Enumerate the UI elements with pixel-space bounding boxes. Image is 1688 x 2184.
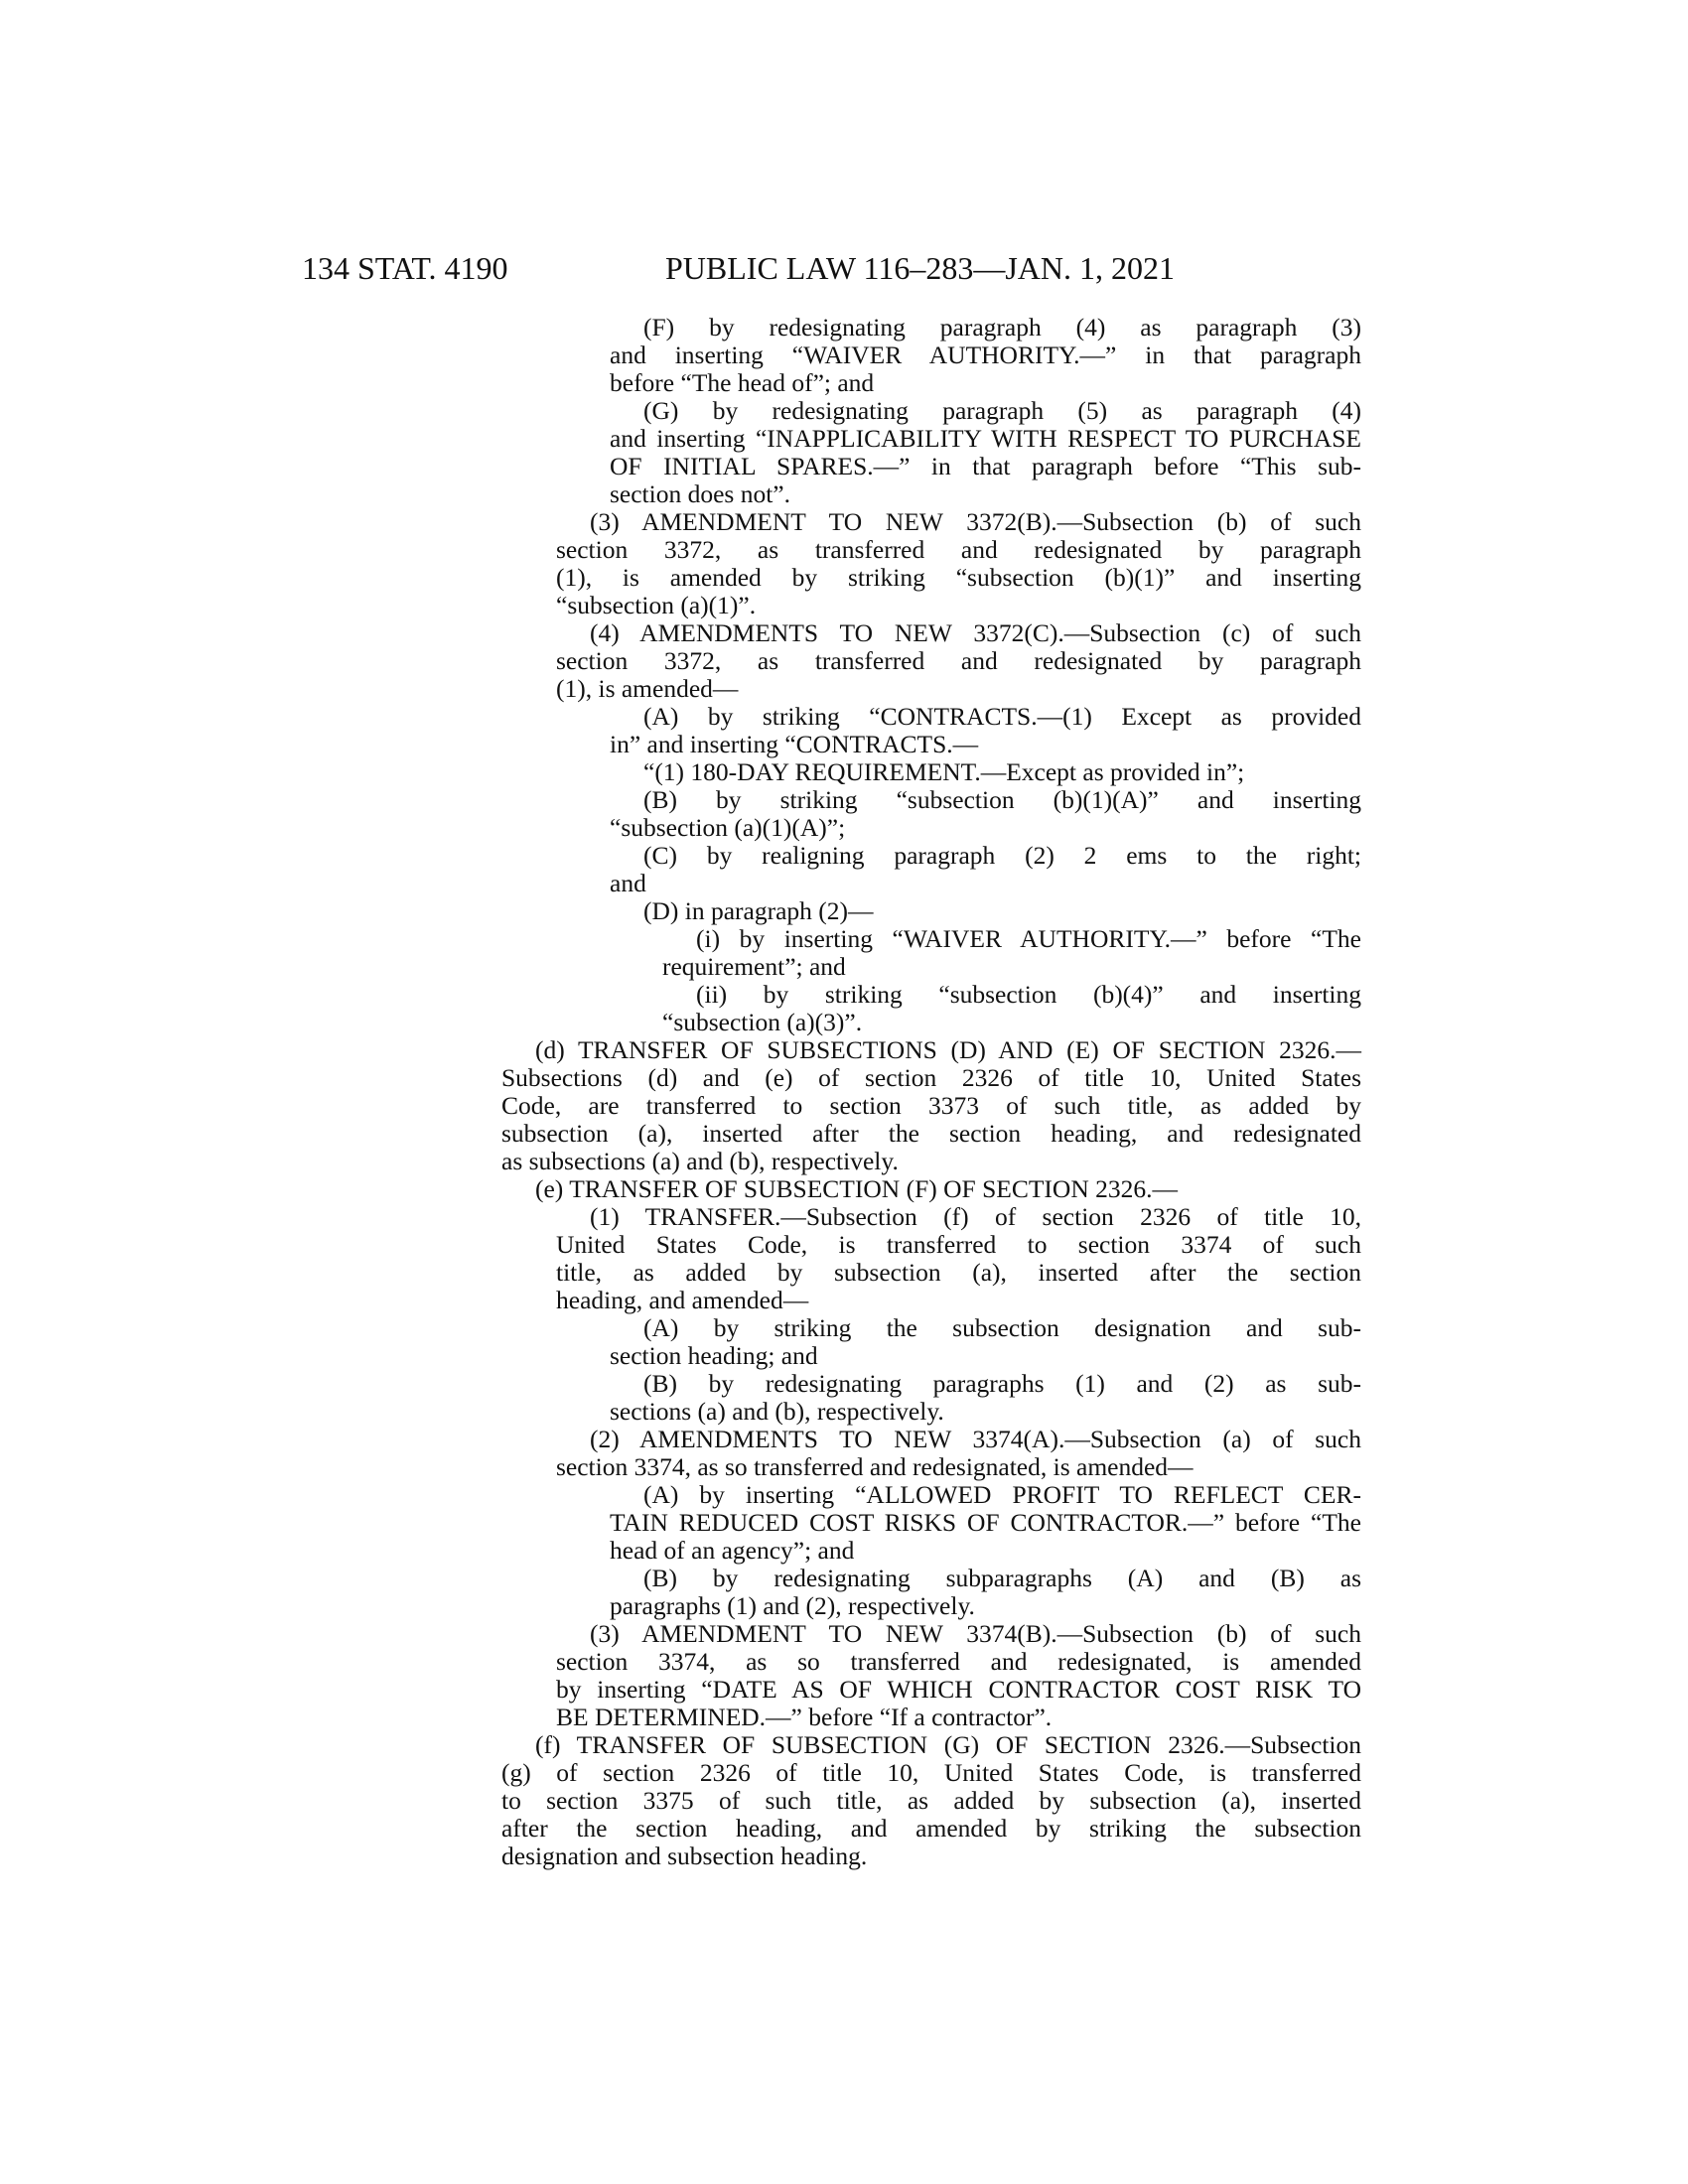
text-line: (4) AMENDMENTS TO NEW 3372(C).—Subsection (c) of such [590,618,1361,647]
text-line: (1), is amended by striking “subsection (b)(1)” and inserting [556,563,1361,592]
text-line: subsection (a), inserted after the section heading, and redesignated [501,1119,1361,1148]
text-line: (C) by realigning paragraph (2) 2 ems to the right; [643,841,1361,870]
text-line: as subsections (a) and (b), respectively. [501,1147,899,1175]
text-line: before “The head of”; and [610,368,875,397]
public-law-title: PUBLIC LAW 116–283—JAN. 1, 2021 [665,250,1175,286]
text-line: “subsection (a)(1)”. [556,591,757,619]
text-line: (G) by redesignating paragraph (5) as paragraph (4) [643,396,1361,425]
text-line: in” and inserting “CONTRACTS.— [610,730,979,758]
text-line: Subsections (d) and (e) of section 2326 of title 10, United States [501,1063,1361,1092]
document-body [501,314,1361,1870]
text-line: section 3374, as so transferred and redesignated, is amended— [556,1452,1194,1481]
text-line: (A) by inserting “ALLOWED PROFIT TO REFLECT CER- [643,1480,1361,1509]
text-line: BE DETERMINED.—” before “If a contractor”. [556,1703,1053,1731]
text-line: section 3372, as transferred and redesignated by paragraph [556,646,1361,675]
text-line: (B) by striking “subsection (b)(1)(A)” and inserting [643,785,1361,814]
text-line: section 3374, as so transferred and redesignated, is amended [556,1647,1361,1676]
text-line: (2) AMENDMENTS TO NEW 3374(A).—Subsection (a) of such [590,1425,1361,1453]
text-line: paragraphs (1) and (2), respectively. [610,1591,975,1620]
text-line: and inserting “WAIVER AUTHORITY.—” in that paragraph [610,341,1361,369]
text-line: by inserting “DATE AS OF WHICH CONTRACTOR COST RISK TO [556,1675,1361,1704]
text-line: (B) by redesignating paragraphs (1) and (2) as sub- [643,1369,1361,1398]
text-line: to section 3375 of such title, as added by subsection (a), inserted [501,1786,1361,1815]
text-line: (f) TRANSFER OF SUBSECTION (G) OF SECTION 2326.—Subsection [535,1730,1361,1759]
text-line: Code, are transferred to section 3373 of such title, as added by [501,1091,1361,1120]
text-line: (A) by striking the subsection designation and sub- [643,1313,1361,1342]
text-line: (g) of section 2326 of title 10, United States Code, is transferred [501,1758,1361,1787]
text-line: sections (a) and (b), respectively. [610,1397,944,1426]
text-line: designation and subsection heading. [501,1842,868,1870]
text-line: “subsection (a)(3)”. [662,1008,863,1036]
text-line: (e) TRANSFER OF SUBSECTION (F) OF SECTION 2326.— [535,1174,1179,1203]
text-line: (3) AMENDMENT TO NEW 3372(B).—Subsection (b) of such [590,507,1361,536]
text-line: section heading; and [610,1341,818,1370]
text-line: (A) by striking “CONTRACTS.—(1) Except as provided [643,702,1361,731]
text-line: (ii) by striking “subsection (b)(4)” and inserting [696,980,1361,1009]
text-line: (D) in paragraph (2)— [643,896,874,925]
text-line: (F) by redesignating paragraph (4) as paragraph (3) [643,313,1361,341]
text-line: section does not”. [610,479,790,508]
text-line: requirement”; and [662,952,846,981]
text-line: head of an agency”; and [610,1536,855,1565]
text-line: and inserting “INAPPLICABILITY WITH RESPECT TO PURCHASE [610,424,1361,453]
text-line: (B) by redesignating subparagraphs (A) and (B) as [643,1564,1361,1592]
text-line: United States Code, is transferred to section 3374 of such [556,1230,1361,1259]
text-line: (3) AMENDMENT TO NEW 3374(B).—Subsection (b) of such [590,1619,1361,1648]
text-line: after the section heading, and amended by striking the subsection [501,1814,1361,1843]
text-line: section 3372, as transferred and redesignated by paragraph [556,535,1361,564]
text-line: (1) TRANSFER.—Subsection (f) of section 2326 of title 10, [590,1202,1361,1231]
text-line: “subsection (a)(1)(A)”; [610,813,846,842]
text-line: TAIN REDUCED COST RISKS OF CONTRACTOR.—” before “The [610,1508,1361,1537]
text-line: and [610,869,646,897]
text-line: (d) TRANSFER OF SUBSECTIONS (D) AND (E) OF SECTION 2326.— [535,1035,1361,1064]
text-line: (1), is amended— [556,674,739,703]
text-line: heading, and amended— [556,1286,809,1314]
text-line: OF INITIAL SPARES.—” in that paragraph before “This sub- [610,452,1361,480]
text-line: “(1) 180-DAY REQUIREMENT.—Except as provided in”; [643,757,1245,786]
text-line: title, as added by subsection (a), inserted after the section [556,1258,1361,1287]
statute-page-number: 134 STAT. 4190 [302,250,508,286]
text-line: (i) by inserting “WAIVER AUTHORITY.—” before “The [696,924,1361,953]
